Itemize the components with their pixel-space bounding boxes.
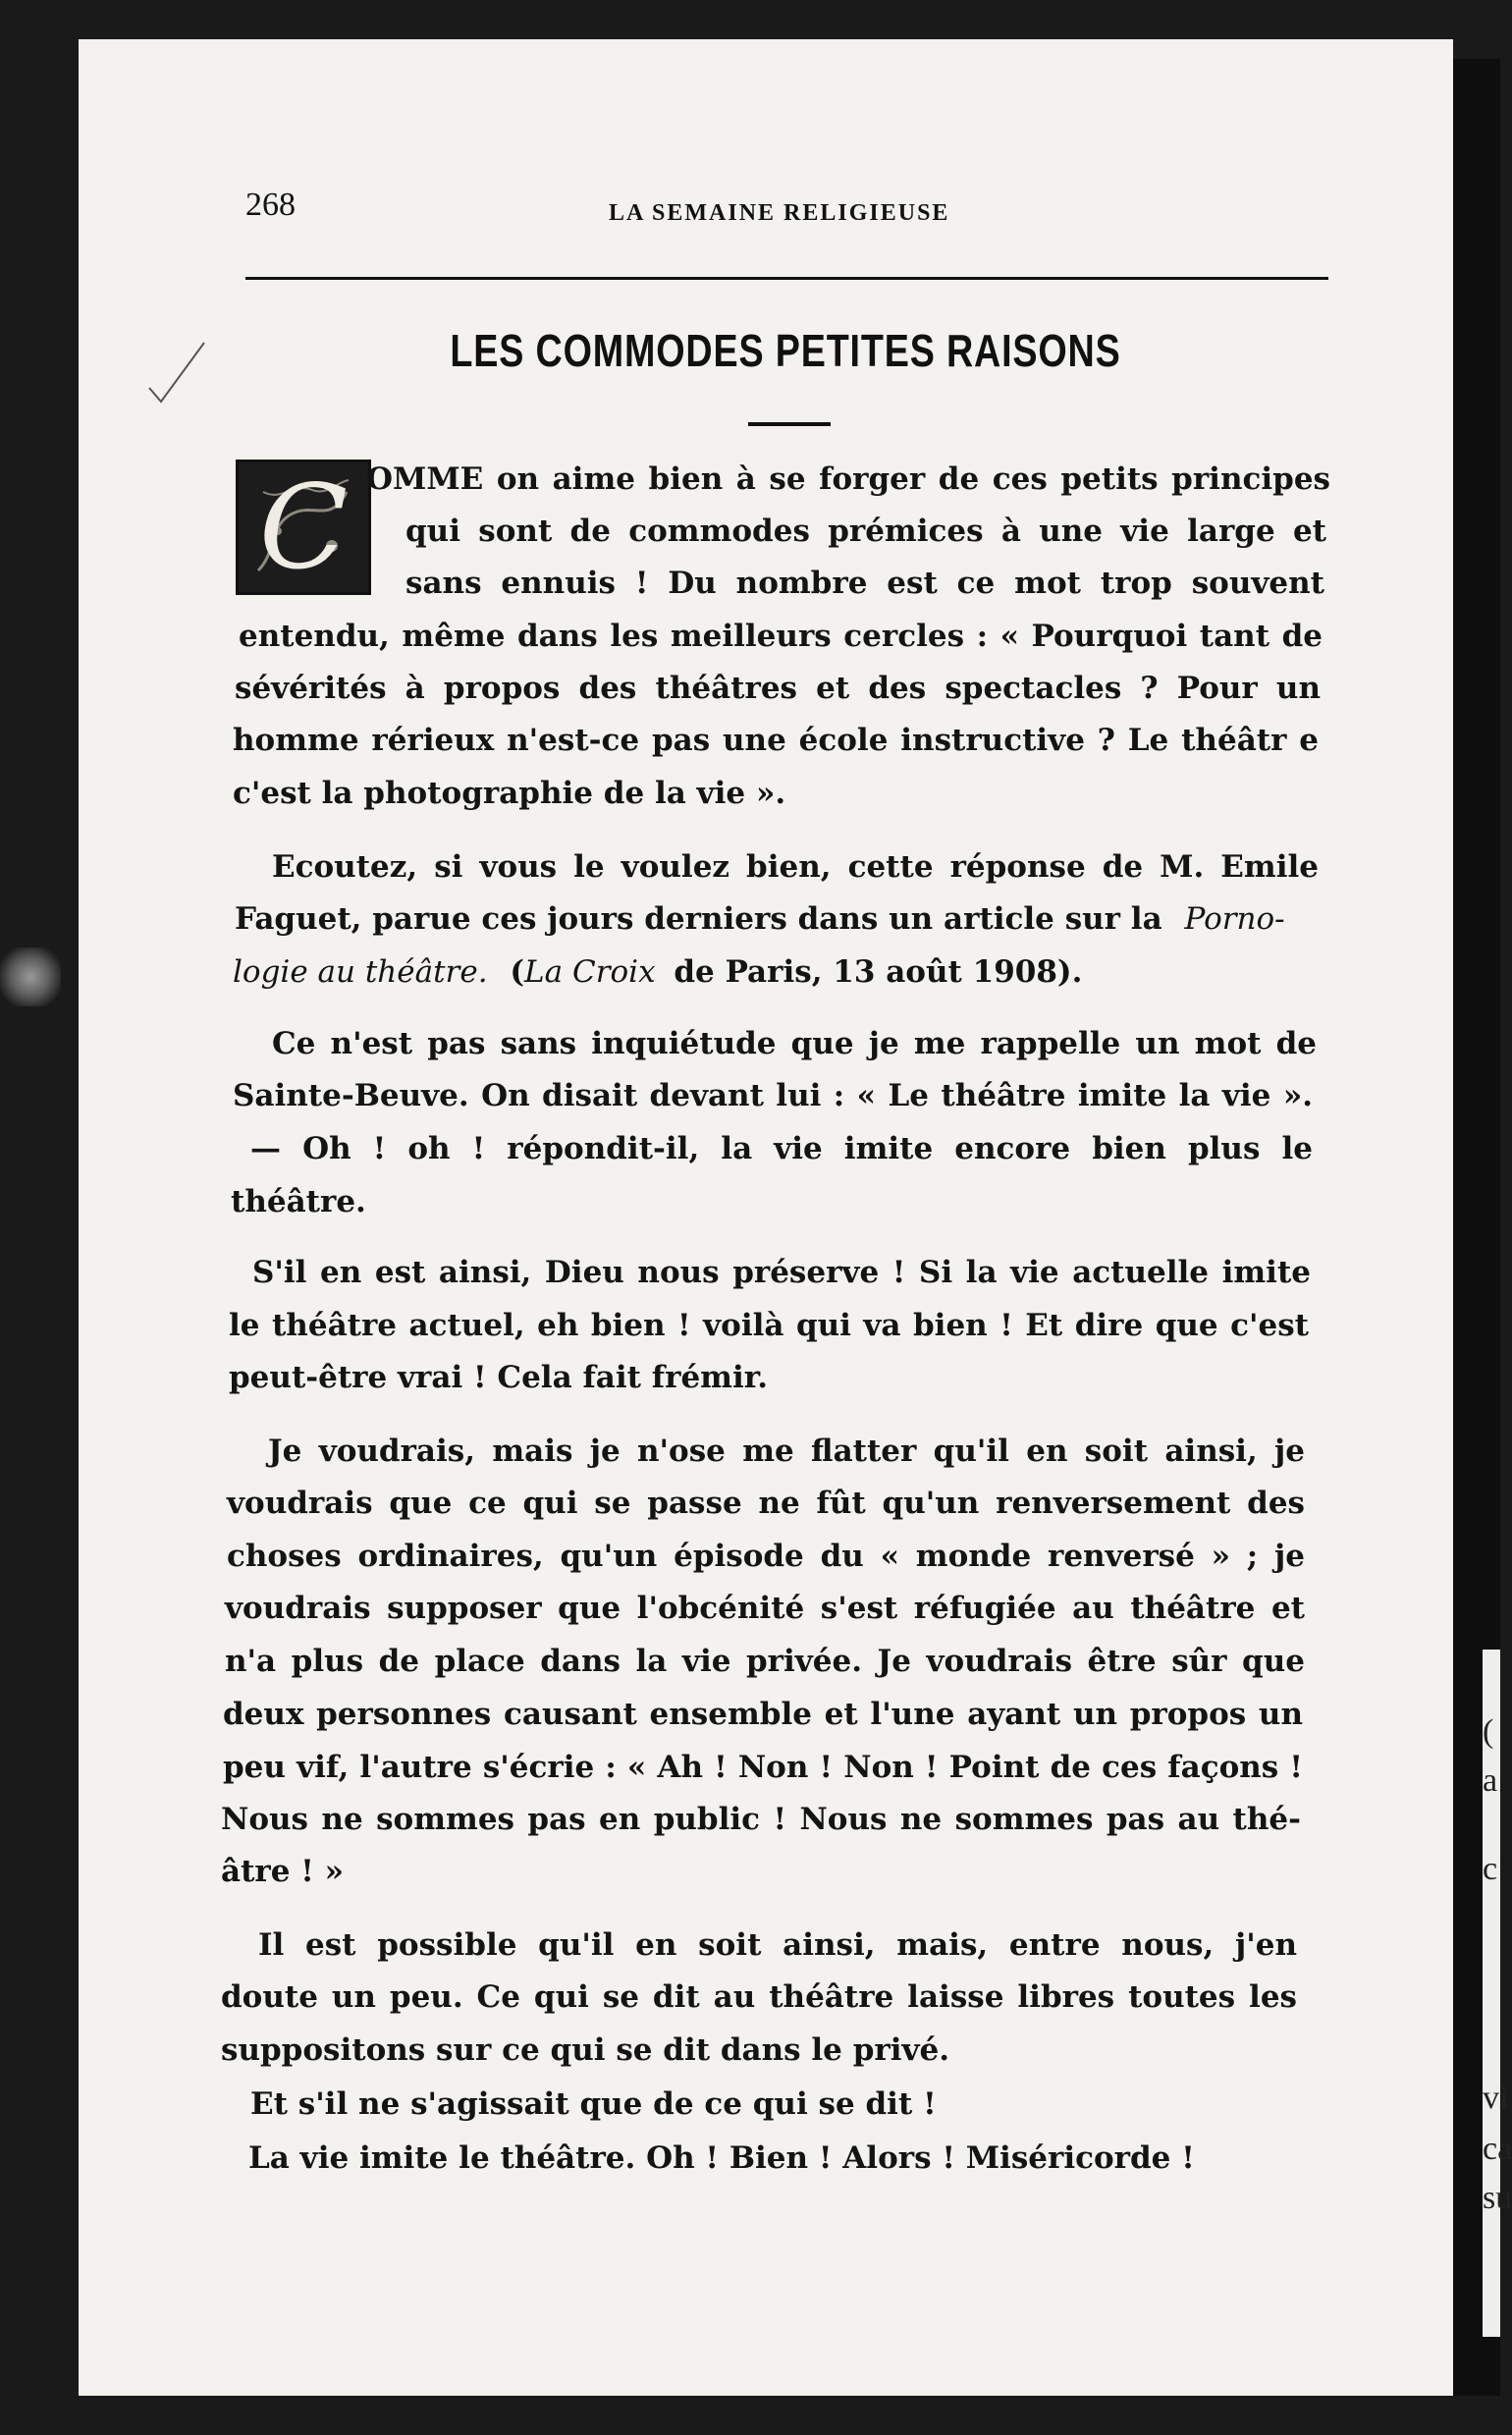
body-line: — Oh ! oh ! répondit-il, la vie imite encore bien plus le (250, 1131, 1313, 1166)
body-line: doute un peu. Ce qui se dit au théâtre laisse libres toutes les (221, 1979, 1297, 2015)
body-line: voudrais que ce qui se passe ne fût qu'un renversement des (227, 1486, 1305, 1521)
body-line: Ecoutez, si vous le voulez bien, cette réponse de M. Emile (272, 849, 1319, 885)
running-header (245, 187, 1325, 245)
body-line: Et s'il ne s'agissait que de ce qui se dit ! (250, 2086, 937, 2122)
body-line: S'il en est ainsi, Dieu nous préserve ! Si la vie actuelle imite (252, 1255, 1311, 1290)
body-line: suppositons sur ce qui se dit dans le privé. (221, 2032, 950, 2068)
body-line: c'est la photographie de la vie ». (233, 776, 786, 811)
body-italic-span: logie au théâtre. (233, 954, 488, 990)
body-italic-span: La Croix (524, 954, 656, 990)
page-number: 268 (245, 187, 296, 223)
body-line: voudrais supposer que l'obcénité s'est réfugiée au théâtre et (225, 1591, 1305, 1626)
body-line: Sainte-Beuve. On disait devant lui : « Le théâtre imite la vie ». (233, 1078, 1313, 1113)
body-text-span: de Paris, 13 août 1908). (674, 954, 1083, 990)
body-line: deux personnes causant ensemble et l'une ayant un propos un (223, 1697, 1303, 1732)
body-line: théâtre. (231, 1184, 366, 1219)
body-line: sans ennuis ! Du nombre est ce mot trop souvent (405, 566, 1324, 601)
running-title: LA SEMAINE RELIGIEUSE (609, 200, 950, 226)
body-line: choses ordinaires, qu'un épisode du « monde renversé » ; je (227, 1539, 1305, 1574)
pencil-tick-mark (147, 339, 206, 407)
body-text-span: ( (510, 954, 525, 990)
body-line: sévérités à propos des théâtres et des spectacles ? Pour un (235, 671, 1321, 706)
margin-fragment: ca (1483, 2131, 1512, 2167)
margin-fragment: su (1483, 2180, 1512, 2216)
body-line: Nous ne sommes pas en public ! Nous ne sommes pas au thé- (221, 1802, 1301, 1837)
margin-fragment: ( (1483, 1713, 1494, 1750)
adjacent-page-fragment (1483, 1650, 1512, 2337)
body-line: peu vif, l'autre s'écrie : « Ah ! Non ! Non ! Point de ces façons ! (223, 1750, 1303, 1785)
article-title: LES COMMODES PETITES RAISONS (450, 325, 1121, 376)
body-line: âtre ! » (221, 1854, 345, 1889)
body-line (233, 954, 1313, 1003)
body-line: homme rérieux n'est-ce pas une école instructive ? Le théâtr e (233, 723, 1319, 758)
header-rule (245, 277, 1328, 280)
body-line: qui sont de commodes prémices à une vie large et (405, 514, 1326, 549)
body-line: Il est possible qu'il en soit ainsi, mais, entre nous, j'en (258, 1927, 1297, 1963)
drop-cap-letter: C (258, 460, 349, 595)
margin-fragment: a (1483, 1762, 1498, 1799)
body-line: n'a plus de place dans la vie privée. Je voudrais être sûr que (225, 1644, 1305, 1679)
body-line: entendu, même dans les meilleurs cercles : « Pourquoi tant de (239, 619, 1323, 654)
body-line: peut-être vrai ! Cela fait frémir. (229, 1360, 769, 1395)
body-line: Je voudrais, mais je n'ose me flatter qu'il en soit ainsi, je (268, 1434, 1305, 1469)
body-italic-span: Porno- (1184, 901, 1285, 937)
title-divider (748, 422, 831, 426)
body-text-span: Faguet, parue ces jours derniers dans un article sur la (235, 901, 1162, 937)
scan-smudge (0, 947, 61, 1006)
body-line: OMME on aime bien à se forger de ces petits principes (366, 461, 1330, 497)
body-line: Ce n'est pas sans inquiétude que je me rappelle un mot de (272, 1026, 1317, 1061)
margin-fragment: vi (1483, 2080, 1509, 2116)
drop-cap-ornament (236, 460, 371, 595)
margin-fragment: c (1483, 1851, 1498, 1887)
body-line: le théâtre actuel, eh bien ! voilà qui va bien ! Et dire que c'est (229, 1308, 1309, 1343)
body-line (235, 901, 1315, 950)
body-line: La vie imite le théâtre. Oh ! Bien ! Alors ! Miséricorde ! (248, 2140, 1195, 2176)
